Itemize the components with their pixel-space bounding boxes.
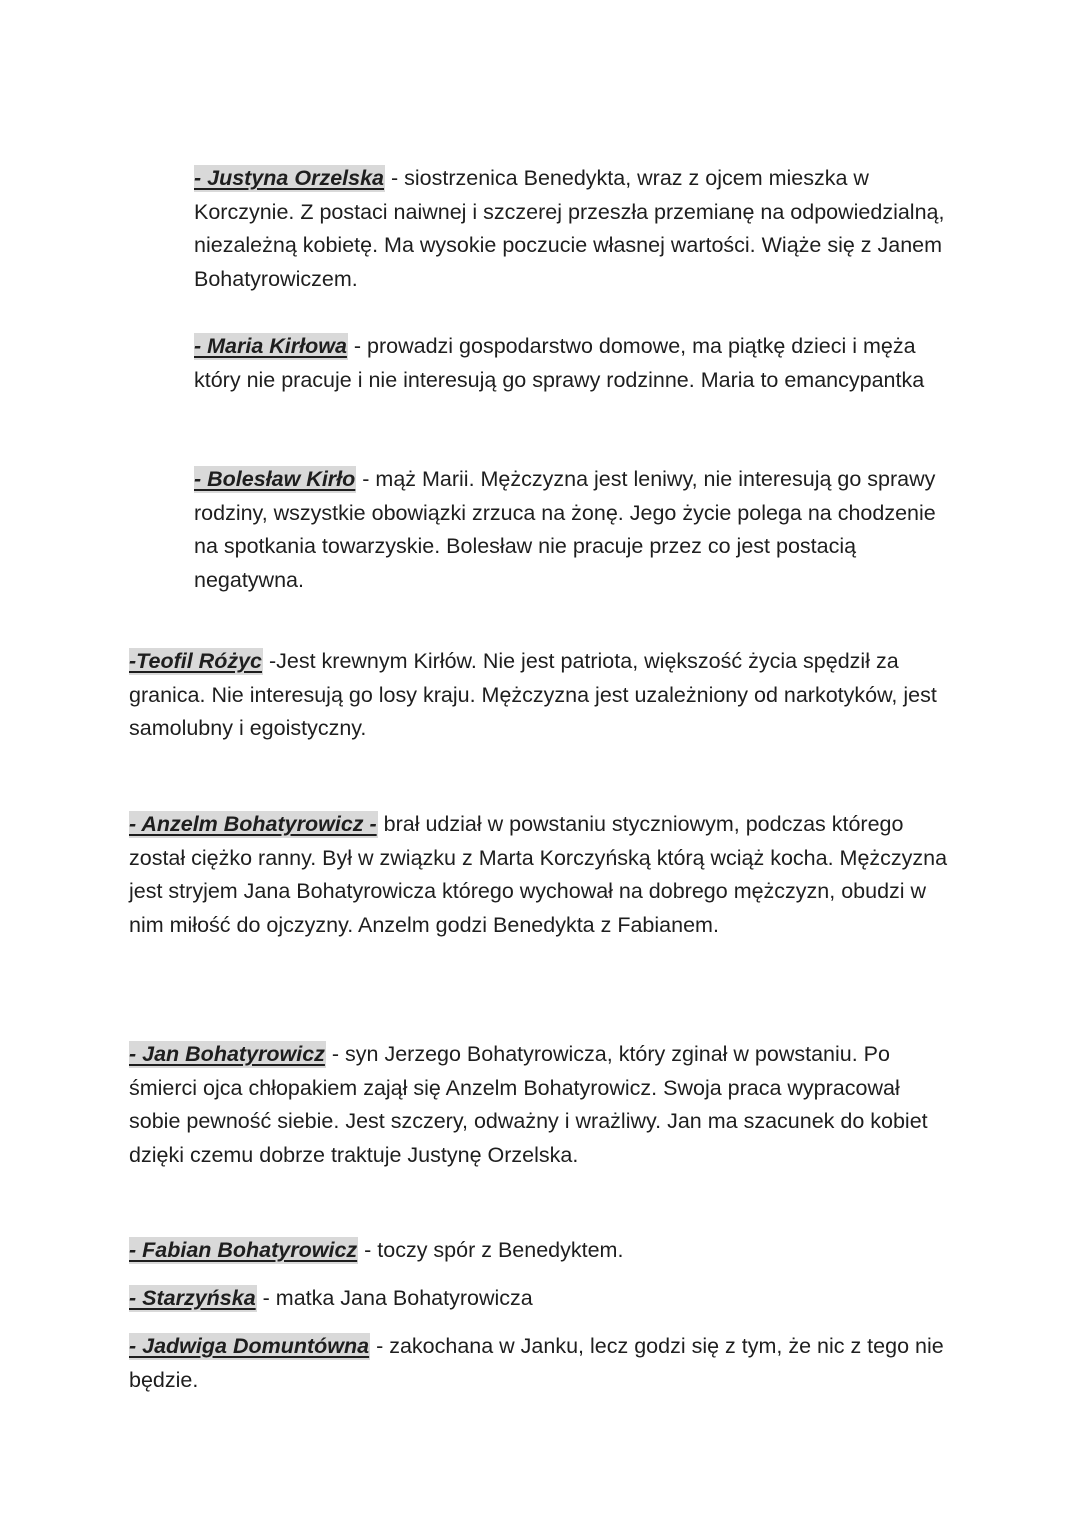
character-description: - mąż Marii. Mężczyzna jest leniwy, nie interesują go sprawy rodziny, wszystkie obowiązki zrzuca na żonę. Jego życie polega na chodzenie na spotkania towarzyskie. Bolesław nie pracuje przez co jest postacią negatywna.	[194, 467, 936, 592]
character-entry-starzynska	[129, 1282, 954, 1316]
character-entry-fabian-bohatyrowicz	[129, 1234, 954, 1268]
character-description: - toczy spór z Benedyktem.	[358, 1238, 624, 1262]
character-entry-justyna-orzelska	[194, 162, 954, 296]
character-entry-teofil-rozyc	[129, 645, 954, 746]
character-description: -Jest krewnym Kirłów. Nie jest patriota, większość życia spędził za granica. Nie interesują go losy kraju. Mężczyzna jest uzależniony od narkotyków, jest samolubny i egoistyczny.	[129, 649, 937, 740]
character-description: - syn Jerzego Bohatyrowicza, który zginał w powstaniu. Po śmierci ojca chłopakiem zajął się Anzelm Bohatyrowicz. Swoja praca wypracował sobie pewność siebie. Jest szczery, odważny i wrażliwy. Jan ma szacunek do kobiet dzięki czemu dobrze traktuje Justynę Orzelska.	[129, 1042, 928, 1167]
character-name: - Fabian Bohatyrowicz	[129, 1238, 358, 1262]
character-name: - Justyna Orzelska	[194, 166, 385, 190]
character-description: - siostrzenica Benedykta, wraz z ojcem mieszka w Korczynie. Z postaci naiwnej i szczerej przeszła przemianę na odpowiedzialną, niezależną kobietę. Ma wysokie poczucie własnej wartości. Wiąże się z Janem Bohatyrowiczem.	[194, 166, 945, 291]
character-description: - prowadzi gospodarstwo domowe, ma piątkę dzieci i męża który nie pracuje i nie interesują go sprawy rodzinne. Maria to emancypantka	[194, 334, 925, 392]
character-name: - Anzelm Bohatyrowicz -	[129, 812, 377, 836]
character-name: - Maria Kirłowa	[194, 334, 347, 358]
character-description: - matka Jana Bohatyrowicza	[256, 1286, 533, 1310]
character-entry-maria-kirlowa	[194, 330, 954, 397]
character-name: - Jan Bohatyrowicz	[129, 1042, 325, 1066]
character-name: -Teofil Różyc	[129, 649, 262, 673]
character-description: brał udział w powstaniu styczniowym, podczas którego został ciężko ranny. Był w związku z Marta Korczyńską którą wciąż kocha. Mężczyzna jest stryjem Jana Bohatyrowicza którego wychował na dobrego mężczyzn, obudzi w nim miłość do ojczyzny. Anzelm godzi Benedykta z Fabianem.	[129, 812, 948, 937]
character-entry-anzelm-bohatyrowicz	[129, 808, 954, 942]
character-name: - Starzyńska	[129, 1286, 256, 1310]
character-description: - zakochana w Janku, lecz godzi się z tym, że nic z tego nie będzie.	[129, 1334, 944, 1392]
character-entry-boleslaw-kirlo	[194, 463, 954, 597]
character-entry-jadwiga-domuntowna	[129, 1330, 954, 1397]
character-name: - Jadwiga Domuntówna	[129, 1334, 370, 1358]
character-name: - Bolesław Kirło	[194, 467, 356, 491]
character-entry-jan-bohatyrowicz	[129, 1038, 954, 1172]
